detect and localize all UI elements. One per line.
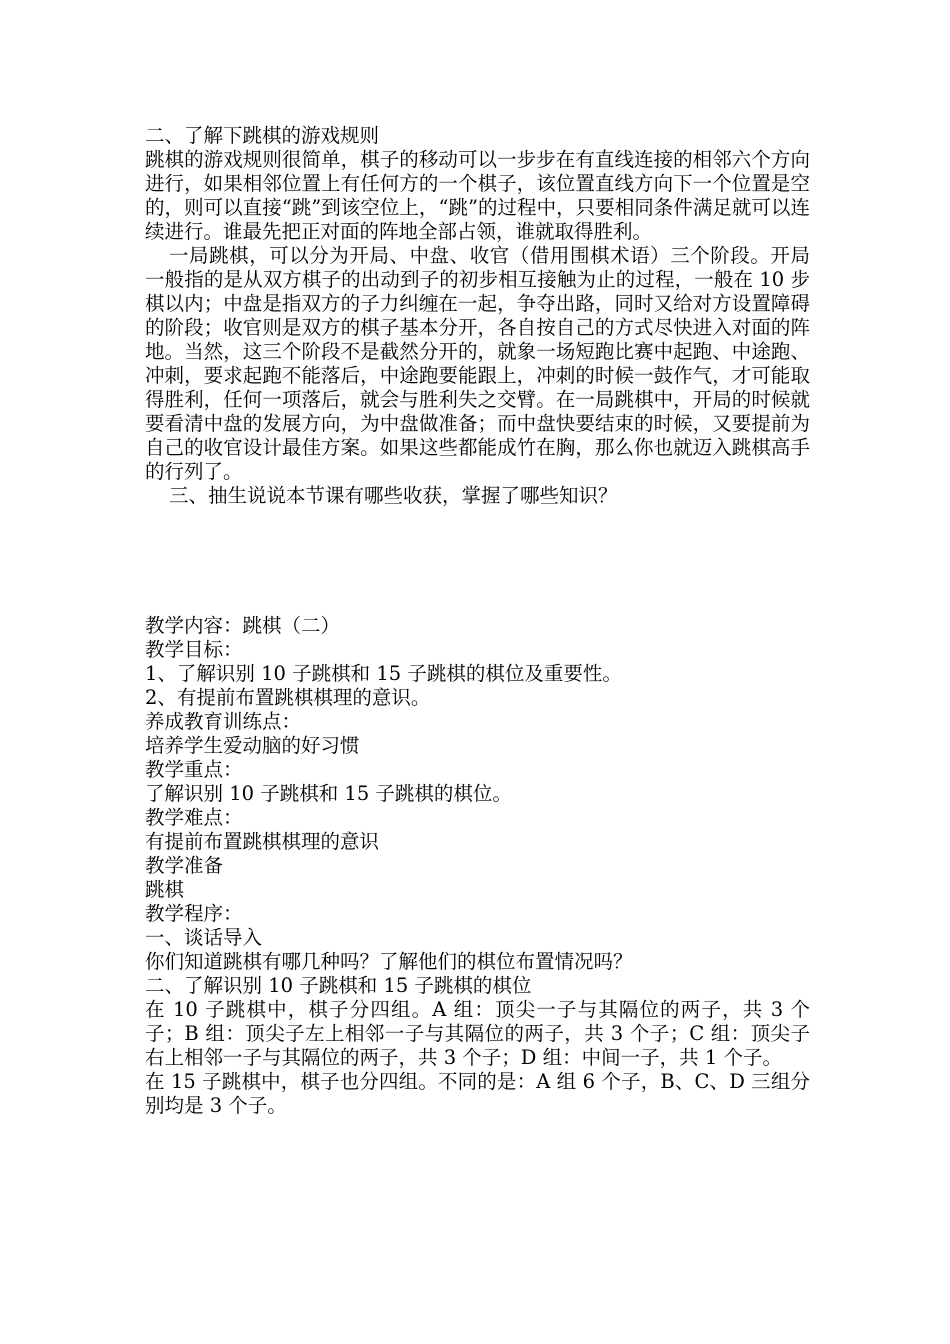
step-1-heading: 一、谈话导入 <box>145 926 263 949</box>
lesson-content: 教学内容：跳棋（二） <box>145 614 341 637</box>
document-page <box>145 124 810 1118</box>
goals-label: 教学目标： <box>145 638 243 661</box>
difficulty-label: 教学难点： <box>145 806 243 829</box>
step-2-heading: 二、了解识别 10 子跳棋和 15 子跳棋的棋位 <box>145 974 532 997</box>
rules-paragraph: 跳棋的游戏规则很简单，棋子的移动可以一步步在有直线连接的相邻六个方向进行，如果相邻位置上有任何方的一个棋子，该位置直线方向下一个位置是空的，则可以直接“跳”到该空位上，“跳”的过程中，只要相同条件满足就可以连续进行。谁最先把正对面的阵地全部占领，谁就取得胜利。 <box>145 148 810 243</box>
goal-item-1: 1、了解识别 10 子跳棋和 15 子跳棋的棋位及重要性。 <box>145 662 622 685</box>
procedure-label: 教学程序： <box>145 902 243 925</box>
key-point-label: 教学重点： <box>145 758 243 781</box>
fifteen-piece-paragraph: 在 15 子跳棋中，棋子也分四组。不同的是：A 组 6 个子，B、C、D 三组分别均是 3 个子。 <box>145 1070 810 1117</box>
habit-label: 养成教育训练点： <box>145 710 302 733</box>
ten-piece-paragraph: 在 10 子跳棋中，棋子分四组。A 组：顶尖一子与其隔位的两子，共 3 个子；B 组：顶尖子左上相邻一子与其隔位的两子，共 3 个子；C 组：顶尖子右上相邻一子与其隔位的两子，共 3 个子；D 组：中间一子，共 1 个子。 <box>145 998 810 1069</box>
stages-paragraph: 一局跳棋，可以分为开局、中盘、收官（借用围棋术语）三个阶段。开局一般指的是从双方棋子的出动到子的初步相互接触为止的过程，一般在 10 步棋以内；中盘是指双方的子力纠缠在一起，争夺出路，同时又给对方设置障碍的阶段；收官则是双方的棋子基本分开，各自按自己的方式尽快进入对面的阵地。当然，这三个阶段不是截然分开的，就象一场短跑比赛中起跑、中途跑、冲刺，要求起跑不能落后，中途跑要能跟上，冲刺的时候一鼓作气，才可能取得胜利，任何一项落后，就会与胜利失之交臂。在一局跳棋中，开局的时候就要看清中盘的发展方向，为中盘做准备；而中盘快要结束的时候，又要提前为自己的收官设计最佳方案。如果这些都能成竹在胸，那么你也就迈入跳棋高手的行列了。 <box>145 244 810 483</box>
step-1-text: 你们知道跳棋有哪几种吗？了解他们的棋位布置情况吗？ <box>145 950 633 973</box>
key-point-text: 了解识别 10 子跳棋和 15 子跳棋的棋位。 <box>145 782 512 805</box>
section-gap <box>145 508 810 614</box>
difficulty-text: 有提前布置跳棋棋理的意识 <box>145 830 380 853</box>
goal-item-2: 2、有提前布置跳棋棋理的意识。 <box>145 686 431 709</box>
habit-text: 培养学生爱动脑的好习惯 <box>145 734 360 757</box>
preparation-text: 跳棋 <box>145 878 185 901</box>
summary-question: 三、抽生说说本节课有哪些收获，掌握了哪些知识？ <box>169 484 618 507</box>
preparation-label: 教学准备 <box>145 854 224 877</box>
section-heading-rules: 二、了解下跳棋的游戏规则 <box>145 124 380 147</box>
